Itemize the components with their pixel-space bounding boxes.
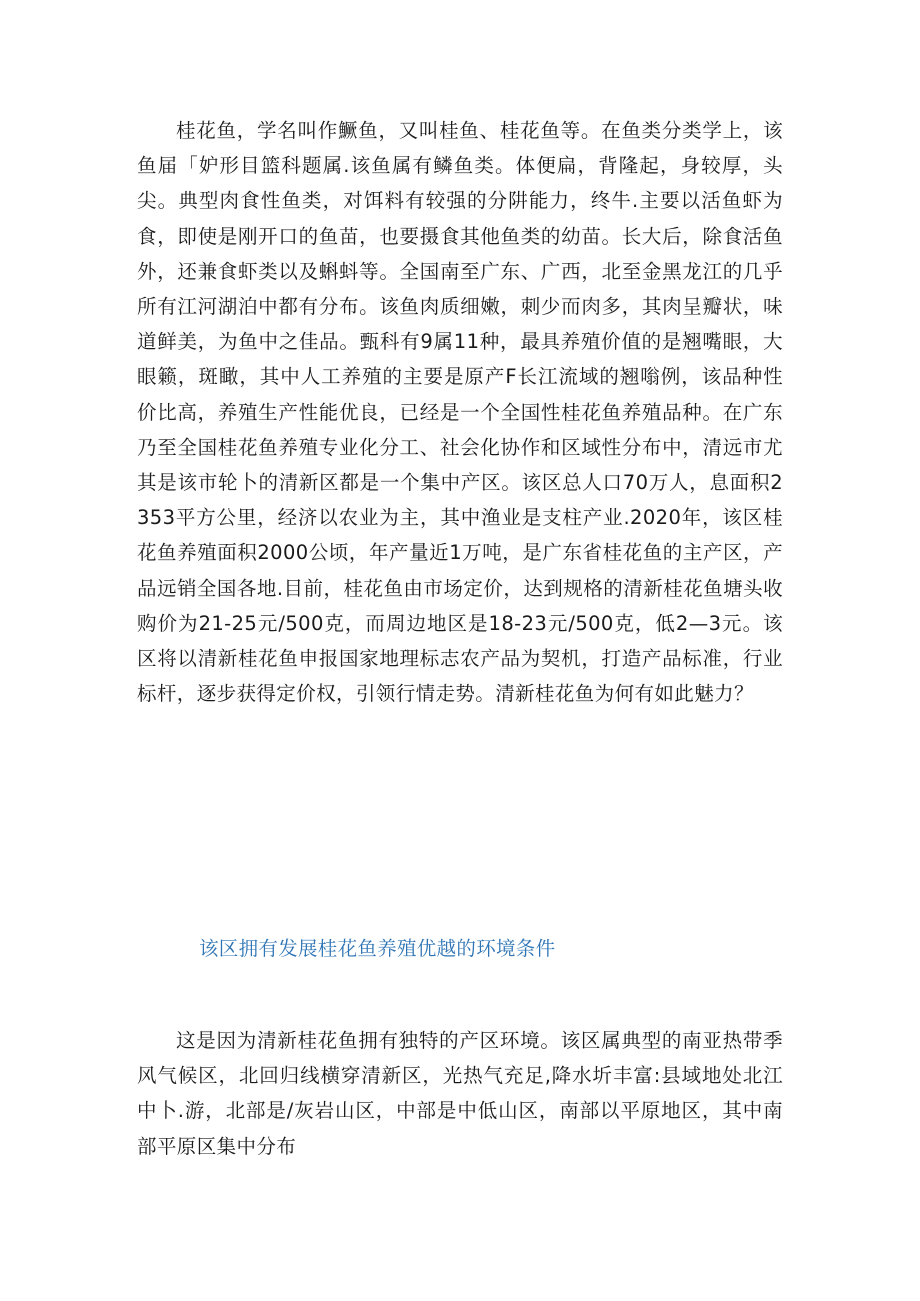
section-heading: 该区拥有发展桂花鱼养殖优越的环境条件 <box>199 937 556 960</box>
body-paragraph-intro: 桂花鱼，学名叫作鱖鱼，又叫桂鱼、桂花鱼等。在鱼类分类学上，该鱼届「妒形目篮科题属.该鱼属有鳞鱼类。体便扁，背隆起，身较厚，头尖。典型肉食性鱼类，对饵料有较强的分阱能力，终牛.主要以活鱼虾为食，即使是刚开口的鱼苗，也要摄食其他鱼类的幼苗。长大后，除食活鱼外，还兼食虾类以及蝌蚪等。全国南至广东、广西，北至金黑龙江的几乎所有江河湖泊中都有分布。该鱼肉质细嫩，刺少而肉多，其肉呈瓣状，味道鲜美，为鱼中之佳品。甄科有9属11种，最具养殖价值的是翘嘴眼，大眼籁，斑瞰，其中人工养殖的主要是原产F长江流域的翘嗡例，该品种性价比高，养殖生产性能优良，已经是一个全国性桂花鱼养殖品种。在广东乃至全国桂花鱼养殖专业化分工、社会化协作和区域性分布中，清远市尤其是该市轮卜的清新区都是一个集中产区。该区总人口70万人，息面积2353平方公里，经济以农业为主，其中渔业是支柱产业.2020年，该区桂花鱼养殖面积2000公顷，年产量近1万吨，是广东省桂花鱼的主产区，产品远销全国各地.目前，桂花鱼由市场定价，达到规格的清新桂花鱼塘头收购价为21-25元/500克，而周边地区是18-23元/500克，低2—3元。该区将以清新桂花鱼申报国家地理标志农产品为契机，打造产品标准，行业标杆，逐步获得定价权，引领行情走势。清新桂花鱼为何有如此魅力？ <box>137 119 783 706</box>
body-paragraph-environment: 这是因为清新桂花鱼拥有独特的产区环境。该区属典型的南亚热带季风气候区，北回归线横穿清新区，光热气充足,降水圻丰富:县域地处北江中卜.游，北部是/灰岩山区，中部是中低山区，南部以平原地区，其中南部平原区集中分布 <box>137 1029 783 1158</box>
